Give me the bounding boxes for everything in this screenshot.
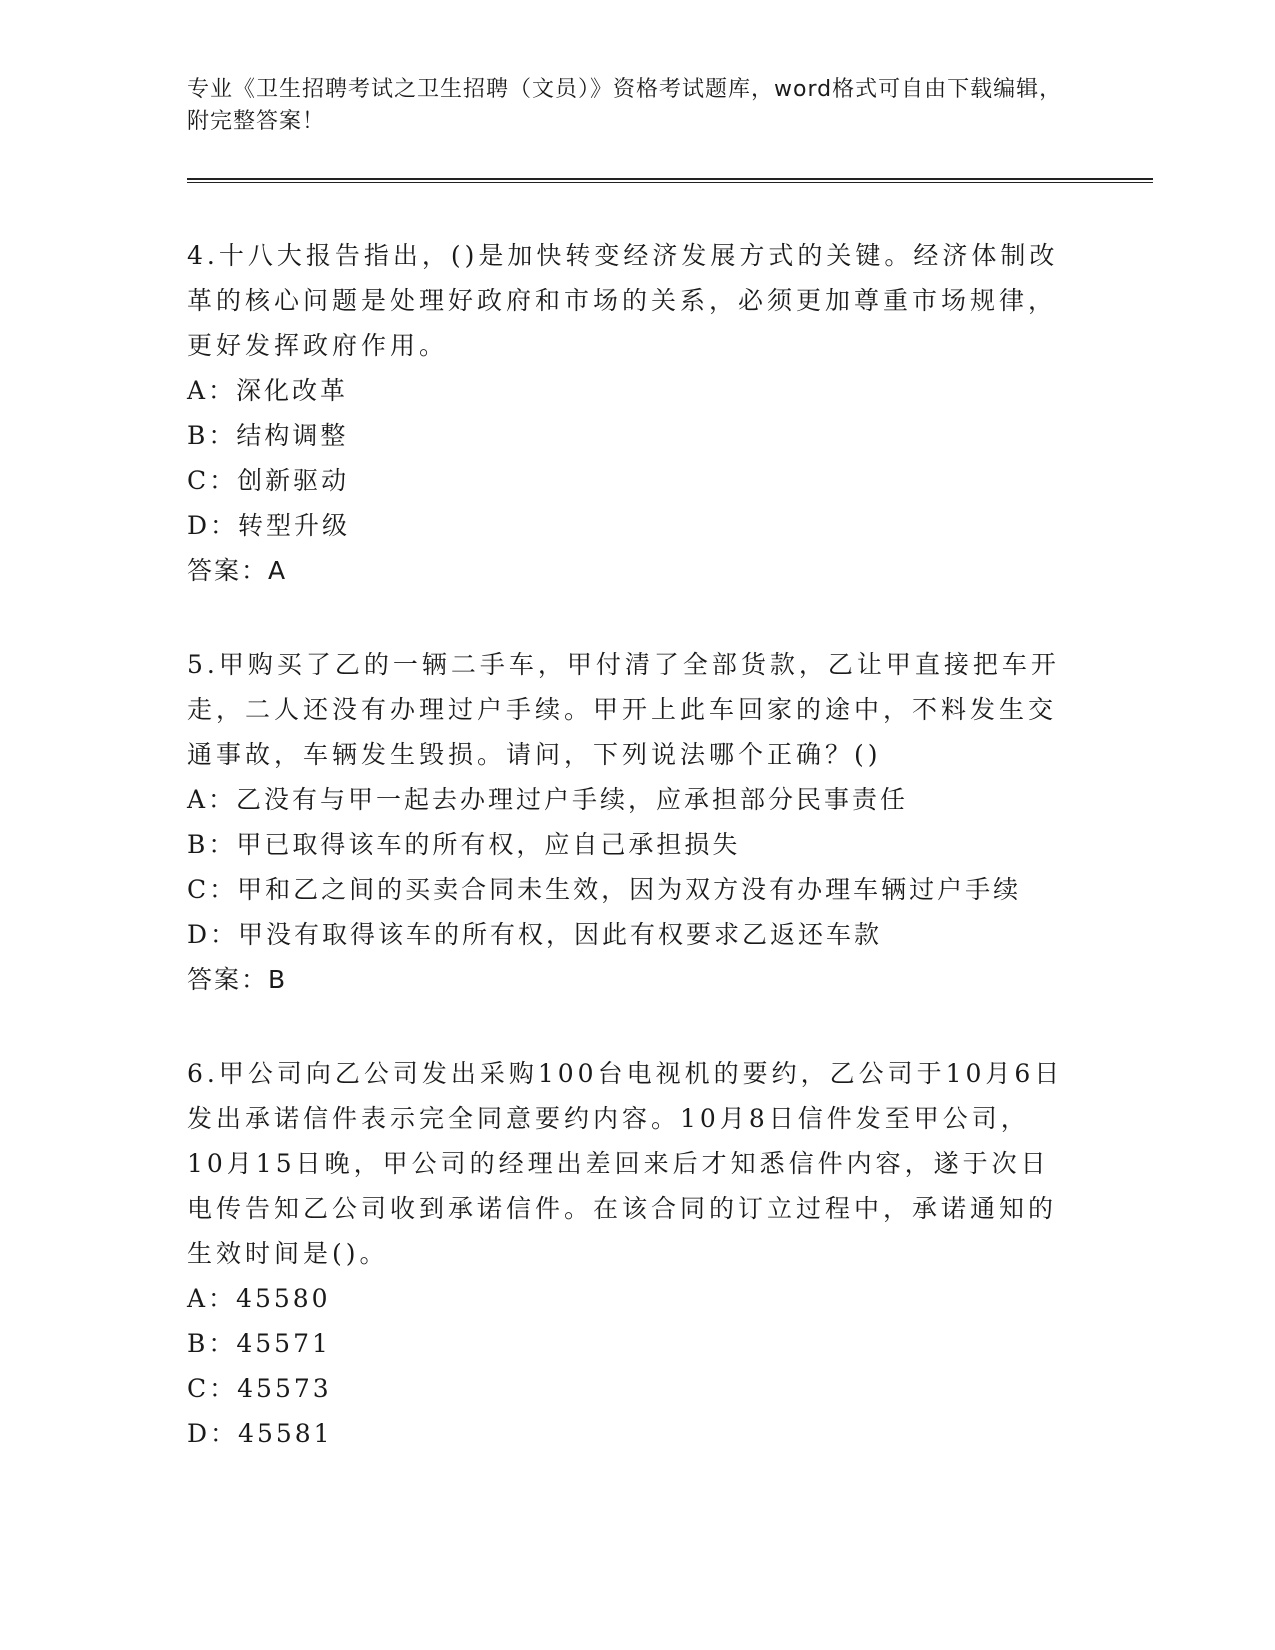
header-divider-thin xyxy=(187,182,1153,183)
option-b: B：结构调整 xyxy=(187,421,349,450)
option-c: C：创新驱动 xyxy=(187,466,350,495)
option-d: D：甲没有取得该车的所有权，因此有权要求乙返还车款 xyxy=(187,920,883,949)
option-c: C：45573 xyxy=(187,1374,332,1403)
option-a: A：乙没有与甲一起去办理过户手续，应承担部分民事责任 xyxy=(187,785,909,814)
option-c: C：甲和乙之间的买卖合同未生效，因为双方没有办理车辆过户手续 xyxy=(187,875,1022,904)
option-d: D：45581 xyxy=(187,1419,333,1448)
question-stem: 4.十八大报告指出，()是加快转变经济发展方式的关键。经济体制改革的核心问题是处理好政府和市场的关系，必须更加尊重市场规律，更好发挥政府作用。 xyxy=(187,241,1059,360)
question-6 xyxy=(187,1051,1067,1456)
option-a: A：深化改革 xyxy=(187,376,349,405)
question-5 xyxy=(187,642,1067,1002)
header-divider-thick xyxy=(187,178,1153,180)
question-stem: 5.甲购买了乙的一辆二手车，甲付清了全部货款，乙让甲直接把车开走，二人还没有办理过户手续。甲开上此车回家的途中，不料发生交通事故，车辆发生毁损。请问，下列说法哪个正确？() xyxy=(187,650,1060,769)
document-header: 专业《卫生招聘考试之卫生招聘（文员）》资格考试题库，word格式可自由下载编辑，附完整答案！ xyxy=(187,77,1063,134)
option-d: D：转型升级 xyxy=(187,511,351,540)
question-4 xyxy=(187,233,1067,593)
option-b: B：45571 xyxy=(187,1329,331,1358)
option-b: B：甲已取得该车的所有权，应自己承担损失 xyxy=(187,830,741,859)
question-stem: 6.甲公司向乙公司发出采购100台电视机的要约，乙公司于10月6日发出承诺信件表示完全同意要约内容。10月8日信件发至甲公司，10月15日晚，甲公司的经理出差回来后才知悉信件内容，遂于次日电传告知乙公司收到承诺信件。在该合同的订立过程中，承诺通知的生效时间是()。 xyxy=(187,1059,1064,1268)
option-a: A：45580 xyxy=(187,1284,331,1313)
answer-label: 答案：B xyxy=(187,965,288,994)
answer-label: 答案：A xyxy=(187,556,288,585)
